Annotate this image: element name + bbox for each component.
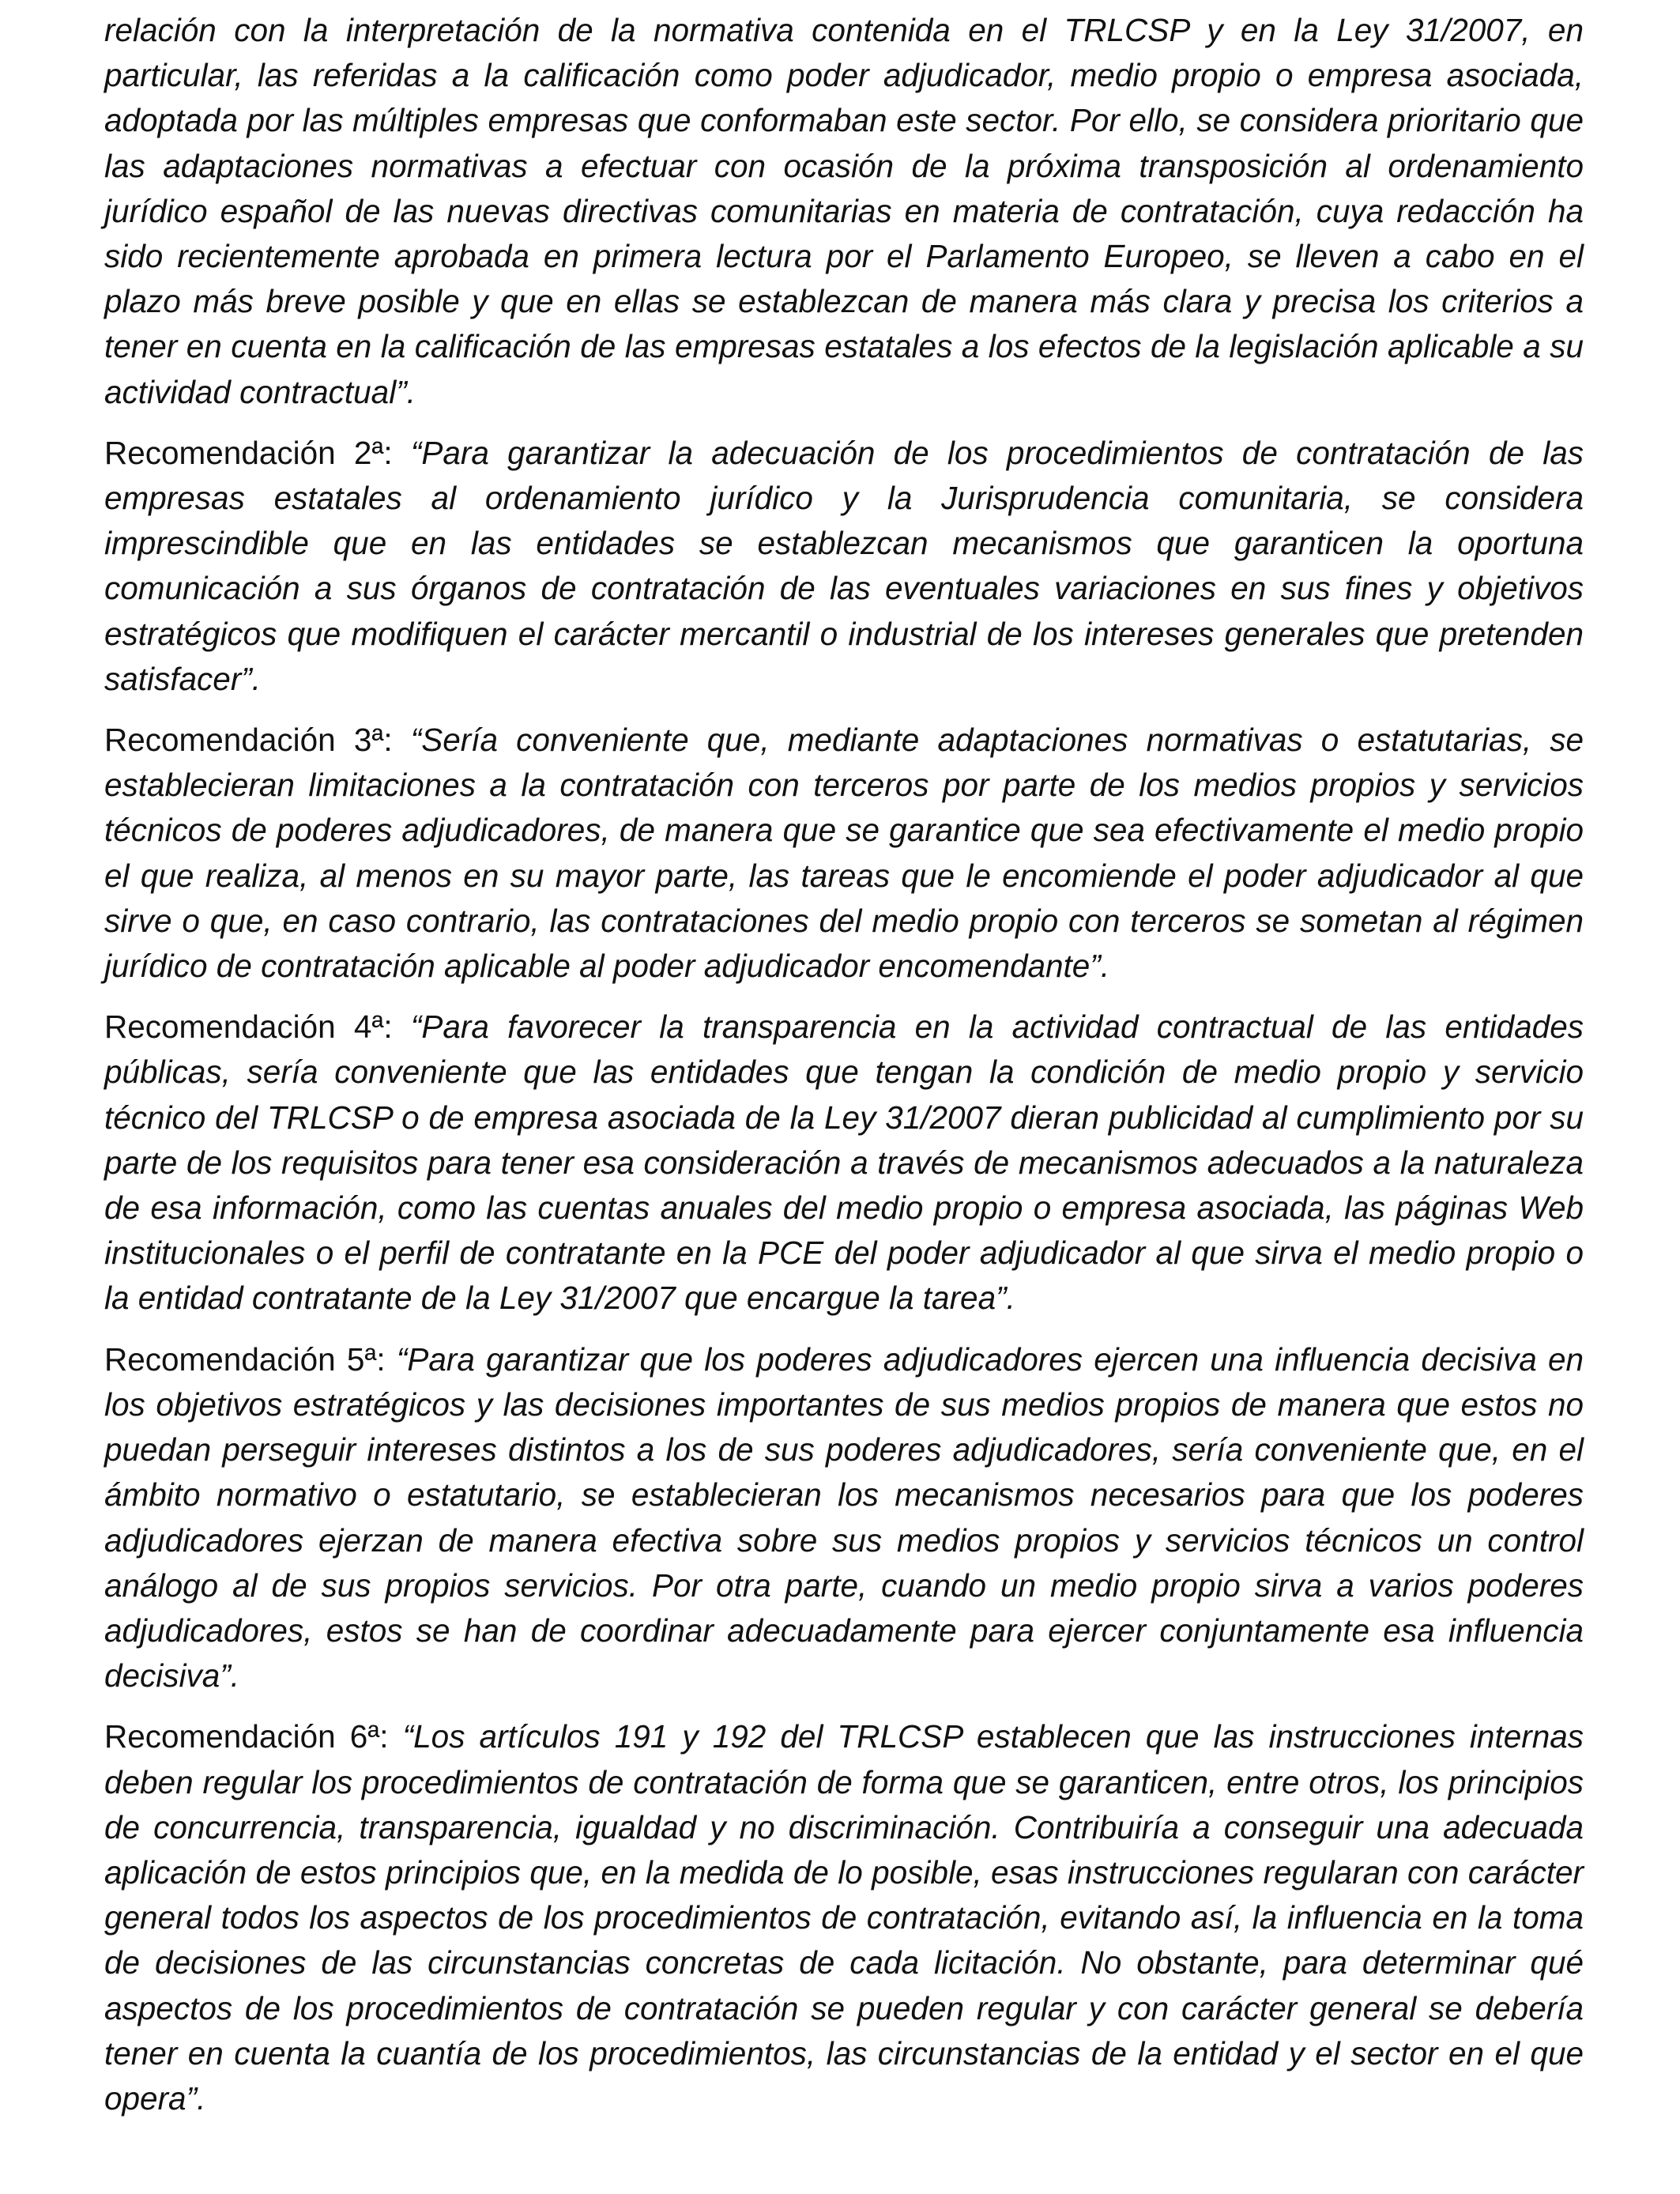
recommendation-text: “Para garantizar que los poderes adjudicadores ejercen una influencia decisiva en los objetivos estratégicos y las decisiones importantes de sus medios propios de manera que estos no puedan perseguir intereses distintos a los de sus poderes adjudicadores, sería conveniente que, en el ámbito normativo o estatutario, se establecieran los mecanismos necesarios para que los poderes adjudicadores ejerzan de manera efectiva sobre sus medios propios y servicios técnicos un control análogo al de sus propios servicios. Por otra parte, cuando un medio propio sirva a varios poderes adjudicadores, estos se han de coordinar adecuadamente para ejercer conjuntamente esa influencia decisiva”. (104, 1340, 1584, 1695)
recommendation-text: “Para garantizar la adecuación de los procedimientos de contratación de las empresas estatales al ordenamiento jurídico y la Jurisprudencia comunitaria, se considera imprescindible que en las entidades se establezcan mecanismos que garanticen la oportuna comunicación a sus órganos de contratación de las eventuales variaciones en sus fines y objetivos estratégicos que modifiquen el carácter mercantil o industrial de los intereses generales que pretenden satisfacer”. (104, 434, 1584, 697)
recommendation-6 (104, 1714, 1584, 2121)
recommendation-label: Recomendación 2ª: (104, 434, 411, 471)
recommendation-label: Recomendación 4ª: (104, 1008, 411, 1046)
recommendation-label: Recomendación 5ª: (104, 1340, 397, 1378)
document-page (104, 8, 1584, 2137)
recommendation-4 (104, 1005, 1584, 1321)
intro-paragraph (104, 8, 1584, 415)
recommendation-3 (104, 718, 1584, 989)
intro-text: relación con la interpretación de la normativa contenida en el TRLCSP y en la Ley 31/2007, en particular, las referidas a la calificación como poder adjudicador, medio propio o empresa asociada, adoptada por las múltiples empresas que conformaban este sector. Por ello, se considera prioritario que las adaptaciones normativas a efectuar con ocasión de la próxima transposición al ordenamiento jurídico español de las nuevas directivas comunitarias en materia de contratación, cuya redacción ha sido recientemente aprobada en primera lectura por el Parlamento Europeo, se lleven a cabo en el plazo más breve posible y que en ellas se establezcan de manera más clara y precisa los criterios a tener en cuenta en la calificación de las empresas estatales a los efectos de la legislación aplicable a su actividad contractual”. (104, 12, 1584, 410)
recommendation-text: “Para favorecer la transparencia en la actividad contractual de las entidades públicas, sería conveniente que las entidades que tengan la condición de medio propio y servicio técnico del TRLCSP o de empresa asociada de la Ley 31/2007 dieran publicidad al cumplimiento por su parte de los requisitos para tener esa consideración a través de mecanismos adecuados a la naturaleza de esa información, como las cuentas anuales del medio propio o empresa asociada, las páginas Web institucionales o el perfil de contratante en la PCE del poder adjudicador al que sirva el medio propio o la entidad contratante de la Ley 31/2007 que encargue la tarea”. (104, 1008, 1584, 1317)
recommendation-label: Recomendación 6ª: (104, 1718, 403, 1755)
recommendation-label: Recomendación 3ª: (104, 722, 411, 759)
recommendation-2 (104, 431, 1584, 702)
recommendation-5 (104, 1337, 1584, 1699)
recommendation-text: “Sería conveniente que, mediante adaptaciones normativas o estatutarias, se establecieran limitaciones a la contratación con terceros por parte de los medios propios y servicios técnicos de poderes adjudicadores, de manera que se garantice que sea efectivamente el medio propio el que realiza, al menos en su mayor parte, las tareas que le encomiende el poder adjudicador al que sirve o que, en caso contrario, las contrataciones del medio propio con terceros se sometan al régimen jurídico de contratación aplicable al poder adjudicador encomendante”. (104, 722, 1584, 985)
recommendation-text: “Los artículos 191 y 192 del TRLCSP establecen que las instrucciones internas deben regular los procedimientos de contratación de forma que se garanticen, entre otros, los principios de concurrencia, transparencia, igualdad y no discriminación. Contribuiría a conseguir una adecuada aplicación de estos principios que, en la medida de lo posible, esas instrucciones regularan con carácter general todos los aspectos de los procedimientos de contratación, evitando así, la influencia en la toma de decisiones de las circunstancias concretas de cada licitación. No obstante, para determinar qué aspectos de los procedimientos de contratación se pueden regular y con carácter general se debería tener en cuenta la cuantía de los procedimientos, las circunstancias de la entidad y el sector en el que opera”. (104, 1718, 1584, 2117)
